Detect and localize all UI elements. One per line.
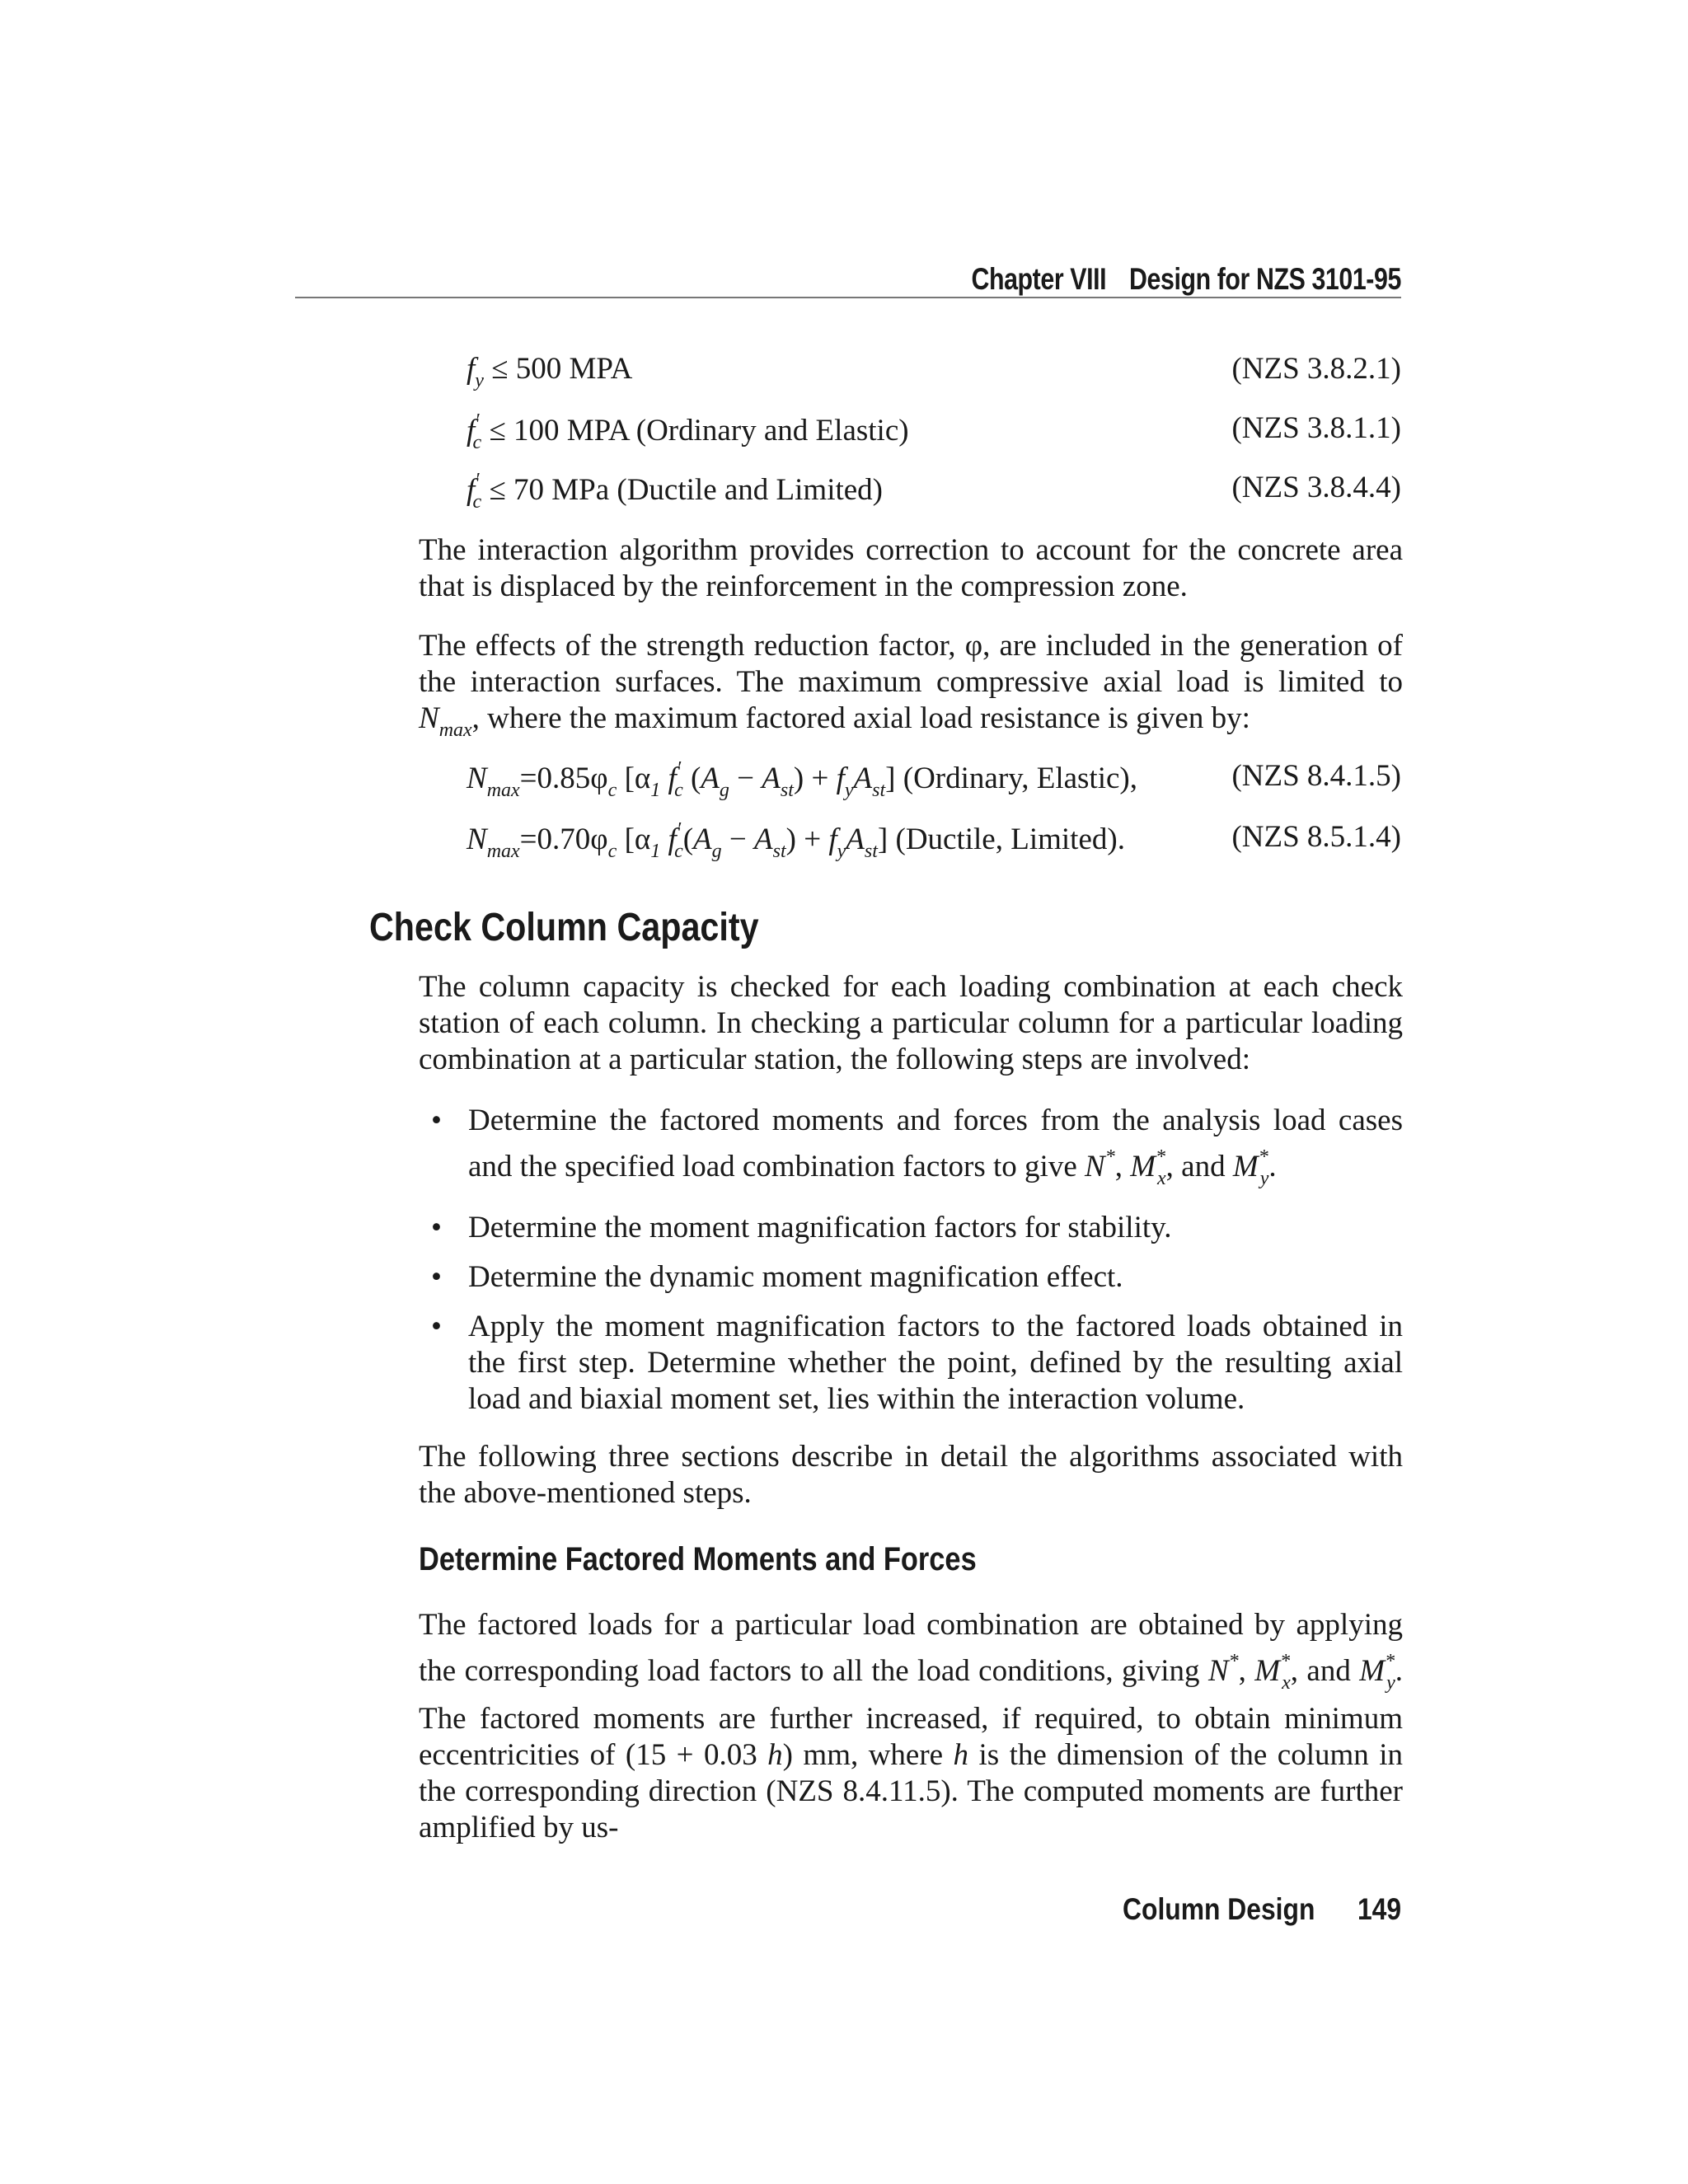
limit-equation: $f'_c \le 100$ MPA (Ordinary and Elastic) (NZS 3.8.1.1) bbox=[467, 410, 1401, 453]
header-rule bbox=[295, 297, 1401, 298]
paragraph: The interaction algorithm provides correction to account for the concrete area that is displaced by the reinforcement in the compression zone. bbox=[419, 533, 1403, 603]
paragraph: The effects of the strength reduction factor, φ, are included in the generation of the interaction surfaces. The maximum compressive axial load is limited to $N_{max}$, where the maximum factored axial load resistance is given by: bbox=[419, 629, 1403, 741]
limit-equation: $f_y \le 500$ MPA (NZS 3.8.2.1) bbox=[467, 352, 1401, 391]
equation-ref: (NZS 3.8.1.1) bbox=[1231, 411, 1401, 445]
list-item: • Determine the factored moments and forces from the analysis load cases and the specified load combination factors to give N*, $M^*_x$, and $M^*_y$. bbox=[431, 1104, 1403, 1189]
paragraph: The factored loads for a particular load combination are obtained by applying the corresponding load factors to all the load conditions, giving N*, $M^*_x$, and $M^*_y$. The factored moments are further increased, if required, to obtain minimum eccentricities of (15 + 0.03 h) mm, where h is the dimension of the column in the corresponding direction (NZS 8.4.11.5). The computed moments are further amplified by us- bbox=[419, 1608, 1403, 1844]
list-item: • Determine the dynamic moment magnification effect. bbox=[431, 1260, 1123, 1294]
subsection-heading: Determine Factored Moments and Forces bbox=[419, 1541, 977, 1577]
paragraph: The following three sections describe in detail the algorithms associated with the above-mentioned steps. bbox=[419, 1440, 1403, 1510]
equation-ref: (NZS 8.4.1.5) bbox=[1231, 759, 1401, 793]
equation-ref: (NZS 3.8.4.4) bbox=[1231, 471, 1401, 504]
page-number: 149 bbox=[1357, 1892, 1401, 1926]
footer-section: Column Design bbox=[1122, 1892, 1315, 1926]
list-item: • Apply the moment magnification factors to the factored loads obtained in the first step. Determine whether the point, defined by the resulting axial load and biaxial moment set, lies within the interaction volume. bbox=[431, 1310, 1403, 1416]
section-heading: Check Column Capacity bbox=[369, 906, 759, 949]
nmax-equation: $N_{max}=0.70\varphi_c$ [$\alpha_1$ $f'_c(A_g - A_{st}) + f_yA_{st}$] (Ductile, Limited). (NZS 8.5.1.4) bbox=[467, 819, 1401, 862]
chapter-label: Chapter VIII bbox=[971, 262, 1107, 296]
running-header bbox=[972, 262, 1401, 297]
paragraph: The column capacity is checked for each loading combination at each check station of each column. In checking a particular column for a particular loading combination at a particular station, the following steps are involved: bbox=[419, 970, 1403, 1076]
steps-list bbox=[419, 1103, 1403, 1431]
limit-equation: $f'_c \le 70$ MPa (Ductile and Limited) (NZS 3.8.4.4) bbox=[467, 470, 1401, 513]
equation-ref: (NZS 8.5.1.4) bbox=[1231, 820, 1401, 854]
nmax-equation: $N_{max}=0.85\varphi_c$ [$\alpha_1$ $f'_c$ $(A_g - A_{st}) + f_yA_{st}$] (Ordinary, Elastic), (NZS 8.4.1.5) bbox=[467, 758, 1401, 801]
equation-ref: (NZS 3.8.2.1) bbox=[1231, 352, 1401, 386]
chapter-title: Design for NZS 3101-95 bbox=[1129, 262, 1401, 296]
page-footer bbox=[1123, 1892, 1401, 1927]
list-item: • Determine the moment magnification factors for stability. bbox=[431, 1211, 1172, 1244]
